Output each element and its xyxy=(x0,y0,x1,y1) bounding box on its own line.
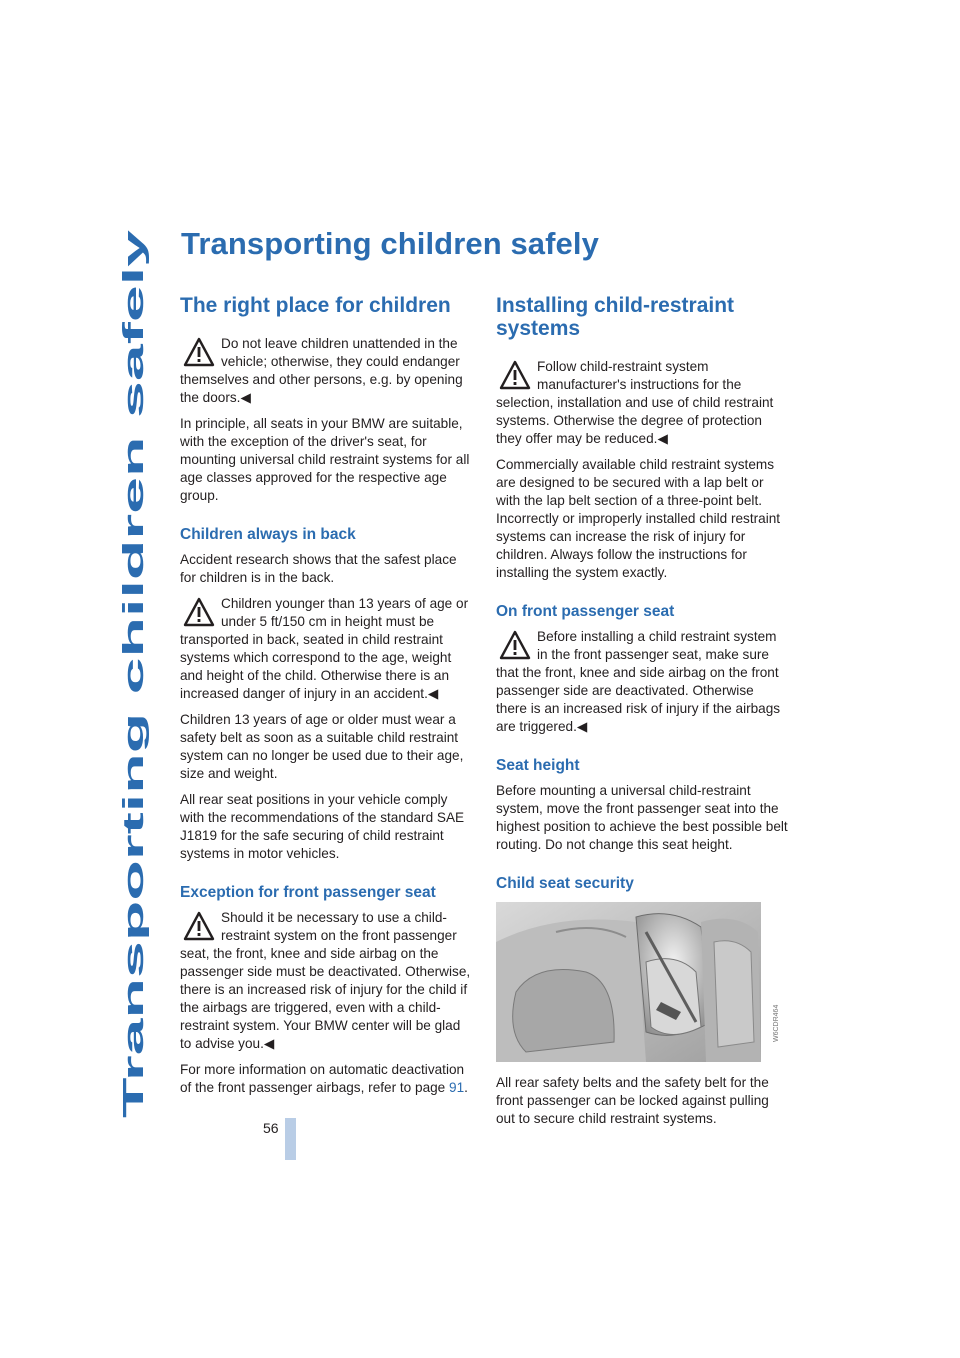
paragraph-lap-belt: Commercially available child restraint systems are designed to be secured with a lap belt or with the lap belt section of a three-point belt. Incorrectly or improperly installed child restraint systems can increase the risk of injury for children. Always follow the instructions for installing the system exactly. xyxy=(496,457,781,580)
warning-text: Children younger than 13 years of age or under 5 ft/150 cm in height must be transported in back, seated in child restraint systems which correspond to the age, weight and height of the child. Otherwise there is an increased danger of injury in an accident.◀ xyxy=(180,596,469,701)
subheading-seat-height: Seat height xyxy=(496,757,580,774)
side-title xyxy=(112,228,152,1118)
right-column xyxy=(496,294,788,1136)
paragraph-belt-locking: All rear safety belts and the safety belt for the front passenger can be locked against pulling out to secure child restraint systems. xyxy=(496,1075,769,1126)
warning-text: Do not leave children unattended in the vehicle; otherwise, they could endanger themselves and other persons, e.g. by opening the doors.◀ xyxy=(180,336,463,405)
paragraph-seat-height: Before mounting a universal child-restraint system, move the front passenger seat into the highest position to achieve the best possible belt routing. Do not change this seat height. xyxy=(496,783,788,852)
paragraph-sae-standard: All rear seat positions in your vehicle comply with the recommendations of the standard SAE J1819 for the safe securing of child restraint systems in motor vehicles. xyxy=(180,792,465,861)
warning-icon xyxy=(183,337,215,369)
reference-text: For more information on automatic deactivation of the front passenger airbags, refer to page xyxy=(180,1062,465,1095)
paragraph-seats-suitable: In principle, all seats in your BMW are suitable, with the exception of the driver's seat, for mounting universal child restraint systems for all age classes approved for the respective age group. xyxy=(180,416,470,503)
warning-manufacturer-instructions xyxy=(496,358,788,448)
paragraph-automatic-deactivation xyxy=(180,1061,472,1097)
section-heading-right-place: The right place for children xyxy=(180,294,451,317)
warning-icon xyxy=(499,360,531,392)
warning-text: Before installing a child restraint system in the front passenger seat, make sure that the front, knee and side airbag on the front passenger side are deactivated. Otherwise there is an increased risk of injury if the airbags are triggered.◀ xyxy=(496,629,781,734)
page-number: 56 xyxy=(263,1120,279,1136)
subheading-front-passenger-seat: On front passenger seat xyxy=(496,603,675,620)
subheading-front-passenger-exception: Exception for front passenger seat xyxy=(180,884,436,901)
warning-icon xyxy=(499,630,531,662)
paragraph-accident-research: Accident research shows that the safest place for children is in the back. xyxy=(180,552,457,585)
paragraph-older-children: Children 13 years of age or older must wear a safety belt as soon as a suitable child restraint system can no longer be used due to their age, size and weight. xyxy=(180,712,464,781)
warning-age-height xyxy=(180,595,472,703)
figure-code: W6CDR464 xyxy=(773,1004,780,1042)
warning-text: Should it be necessary to use a child-restraint system on the front passenger seat, the front, knee and side airbag on the passenger side must be deactivated. Otherwise, there is an increased risk of injury for the child if the airbags are triggered, even with a child-restraint system. Your BMW center will be glad to advise you.◀ xyxy=(180,910,471,1051)
left-column xyxy=(180,294,472,1105)
warning-text: Follow child-restraint system manufacturer's instructions for the selection, installation and use of child restraint systems. Otherwise the degree of protection they offer may be reduced.◀ xyxy=(496,359,774,446)
side-title-text: Transporting children safely xyxy=(118,729,150,1118)
warning-unattended xyxy=(180,335,472,407)
page-bar xyxy=(285,1118,296,1160)
warning-icon xyxy=(183,911,215,943)
warning-deactivate-airbags xyxy=(180,909,472,1053)
section-heading-installing: Installing child-restraint systems xyxy=(496,294,735,340)
child-seat-illustration xyxy=(496,902,789,1062)
warning-icon xyxy=(183,597,215,629)
page-reference-link[interactable]: 91 xyxy=(449,1080,465,1095)
subheading-child-seat-security: Child seat security xyxy=(496,875,634,892)
reference-suffix: . xyxy=(464,1080,468,1095)
page-title: Transporting children safely xyxy=(181,226,599,261)
subheading-children-back: Children always in back xyxy=(180,526,356,543)
warning-front-seat-airbags xyxy=(496,628,788,736)
